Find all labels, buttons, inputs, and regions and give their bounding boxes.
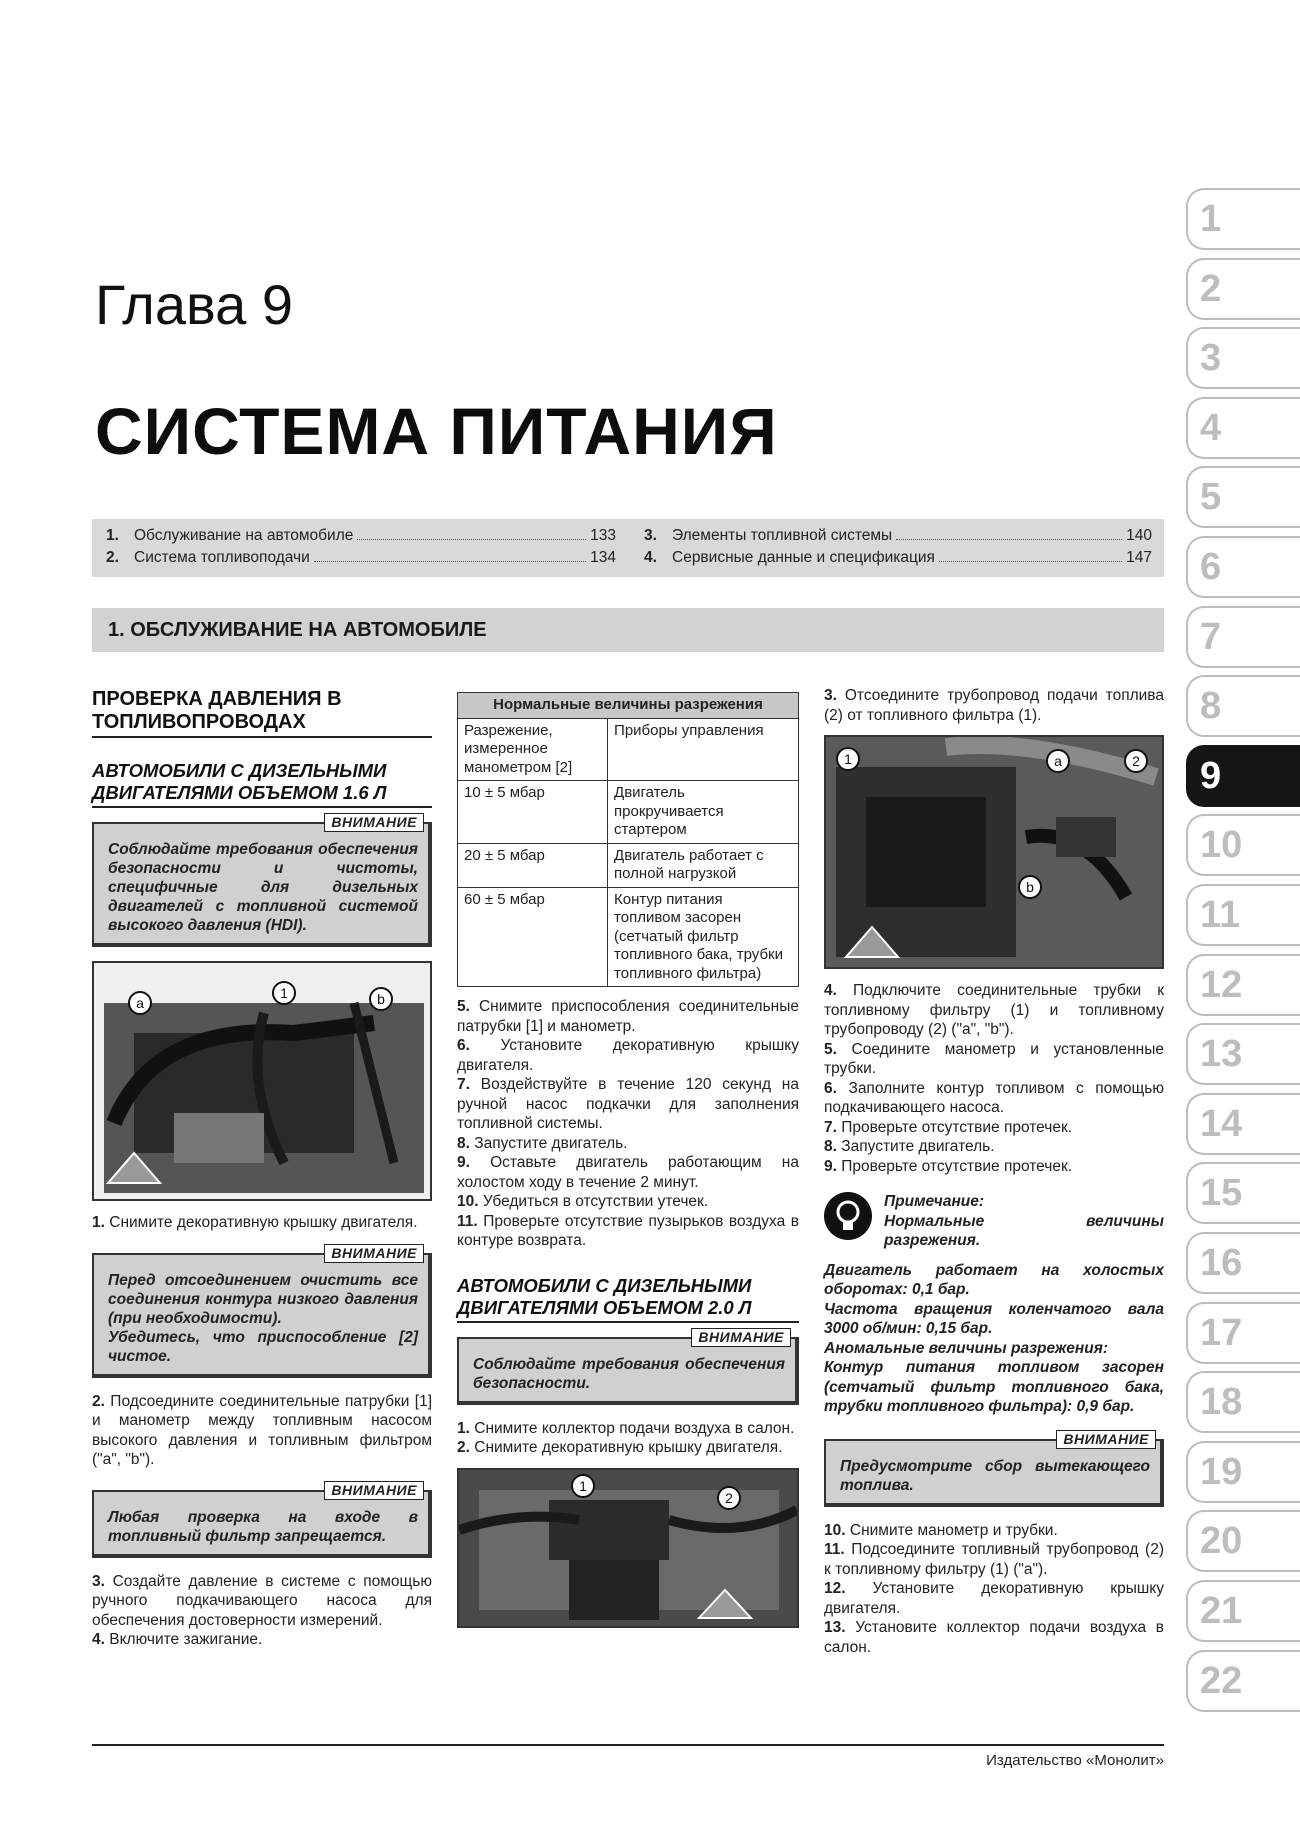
engine-illustration <box>94 963 430 1199</box>
chapter-tab-4[interactable]: 4 <box>1186 397 1300 459</box>
step: 10. Снимите манометр и трубки. <box>824 1521 1058 1539</box>
step: 6. Установите декоративную крышку двигателя. <box>457 1037 799 1074</box>
column-3 <box>824 686 1164 1657</box>
engine-photo <box>92 961 432 1201</box>
chapter-tab-6[interactable]: 6 <box>1186 536 1300 598</box>
figure-label: b <box>1026 879 1034 895</box>
warning-tag: ВНИМАНИЕ <box>691 1328 791 1347</box>
toc-page: 147 <box>1126 549 1152 566</box>
figure-label: a <box>136 995 144 1011</box>
figure-label: 1 <box>280 985 288 1001</box>
step: 3. Отсоедините трубопровод подачи топлива (2) от топливного фильтра (1). <box>824 687 1164 724</box>
engine-illustration <box>459 1470 797 1626</box>
chapter-label: Глава 9 <box>95 273 293 336</box>
toc-title: Система топливоподачи <box>134 549 310 566</box>
toc-item[interactable]: 3. Элементы топливной системы 140 <box>644 527 1152 544</box>
step: 8. Запустите двигатель. <box>457 1134 628 1152</box>
step: 6. Заполните контур топливом с помощью подкачивающего насоса. <box>824 1079 1165 1116</box>
note-line: Двигатель работает на холостых оборотах: 0,1 бар. <box>824 1261 1164 1298</box>
warning-tag: ВНИМАНИЕ <box>324 1244 424 1263</box>
toc-item[interactable]: 1. Обслуживание на автомобиле 133 <box>106 527 616 544</box>
step: 10. Убедиться в отсутствии утечек. <box>457 1193 709 1210</box>
publisher-credit: Издательство «Монолит» <box>986 1752 1164 1769</box>
table-row: 10 ± 5 мбар Двигатель прокручивается стартером <box>458 781 799 844</box>
chapter-tab-5[interactable]: 5 <box>1186 466 1300 528</box>
warning-box <box>824 1430 1164 1507</box>
lightbulb-icon <box>824 1192 872 1240</box>
engine-photo <box>824 735 1164 969</box>
vacuum-table <box>457 692 799 987</box>
chapter-tab-7[interactable]: 7 <box>1186 606 1300 668</box>
step: 11. Подсоедините топливный трубопровод (2) к топливному фильтру (1) ("a"). <box>824 1541 1164 1578</box>
step: 4. Подключите соединительные трубки к топливному фильтру (1) и топливному трубопроводу (2) ("a", "b"). <box>824 982 1164 1038</box>
warning-tag: ВНИМАНИЕ <box>324 1481 424 1500</box>
chapter-tab-11[interactable]: 11 <box>1186 884 1300 946</box>
note-line: Нормальные величины разрежения. <box>884 1212 1164 1249</box>
engine-photo <box>457 1468 799 1628</box>
chapter-tab-10[interactable]: 10 <box>1186 814 1300 876</box>
note-line: Частота вращения коленчатого вала 3000 об/мин: 0,15 бар. <box>824 1300 1164 1337</box>
toc-page: 134 <box>590 549 616 566</box>
subsection-heading: АВТОМОБИЛИ С ДИЗЕЛЬНЫМИ ДВИГАТЕЛЯМИ ОБЪЕМОМ 1.6 Л <box>92 760 432 808</box>
warning-text: Соблюдайте требования обеспечения безопасности. <box>473 1355 785 1392</box>
chapter-tab-14[interactable]: 14 <box>1186 1093 1300 1155</box>
warning-box <box>92 1244 432 1378</box>
step: 13. Установите коллектор подачи воздуха в салон. <box>824 1619 1164 1656</box>
step: 5. Снимите приспособления соединительные патрубки [1] и манометр. <box>457 998 799 1035</box>
table-of-contents <box>92 519 1164 577</box>
step: 5. Соедините манометр и установленные трубки. <box>824 1040 1164 1077</box>
note-line: Контур питания топливом засорен (сетчатый фильтр топливного бака, трубки топливного фильтра): 0,9 бар. <box>824 1359 1164 1415</box>
toc-page: 133 <box>590 527 616 544</box>
toc-title: Обслуживание на автомобиле <box>134 527 354 544</box>
step: 4. Включите зажигание. <box>92 1631 263 1648</box>
chapter-tab-19[interactable]: 19 <box>1186 1441 1300 1503</box>
chapter-tab-2[interactable]: 2 <box>1186 258 1300 320</box>
step: 2. Снимите декоративную крышку двигателя. <box>457 1439 783 1456</box>
step: 8. Запустите двигатель. <box>824 1138 995 1155</box>
warning-box <box>92 814 432 947</box>
chapter-tab-16[interactable]: 16 <box>1186 1232 1300 1294</box>
note-block <box>824 1192 1164 1251</box>
table-row: Разрежение, измеренное манометром [2] Приборы управления <box>458 718 799 781</box>
chapter-tab-18[interactable]: 18 <box>1186 1371 1300 1433</box>
chapter-tab-20[interactable]: 20 <box>1186 1510 1300 1572</box>
chapter-title: СИСТЕМА ПИТАНИЯ <box>95 394 778 468</box>
chapter-tab-21[interactable]: 21 <box>1186 1580 1300 1642</box>
figure-label: 2 <box>725 1489 733 1506</box>
table-row: 60 ± 5 мбар Контур питания топливом засорен (сетчатый фильтр топливного бака, трубки топливного фильтра) <box>458 887 799 987</box>
note-line: Аномальные величины разрежения: <box>824 1339 1109 1357</box>
warning-tag: ВНИМАНИЕ <box>324 813 424 832</box>
step: 2. Подсоедините соединительные патрубки [1] и манометр между топливным насосом высокого давления и топливным фильтром ("a", "b"). <box>92 1392 432 1468</box>
column-1 <box>92 680 432 1650</box>
warning-text: Предусмотрите сбор вытекающего топлива. <box>840 1457 1150 1494</box>
toc-title: Сервисные данные и спецификация <box>672 549 935 566</box>
warning-text: Перед отсоединением очистить все соединения контура низкого давления (при необходимости). <box>108 1271 418 1327</box>
chapter-tab-13[interactable]: 13 <box>1186 1023 1300 1085</box>
chapter-tab-15[interactable]: 15 <box>1186 1162 1300 1224</box>
chapter-tab-12[interactable]: 12 <box>1186 954 1300 1016</box>
step: 12. Установите декоративную крышку двигателя. <box>824 1580 1164 1617</box>
toc-page: 140 <box>1126 527 1152 544</box>
figure-label: 1 <box>844 751 852 767</box>
footer-divider <box>92 1744 1164 1746</box>
step: 7. Воздействуйте в течение 120 секунд на ручной насос подкачки для заполнения топливной системы. <box>457 1076 799 1132</box>
table-title: Нормальные величины разрежения <box>458 693 799 719</box>
chapter-tab-22[interactable]: 22 <box>1186 1650 1300 1712</box>
chapter-tab-9[interactable]: 9 <box>1186 745 1300 807</box>
chapter-tab-1[interactable]: 1 <box>1186 188 1300 250</box>
figure-label: a <box>1054 753 1062 769</box>
chapter-tab-8[interactable]: 8 <box>1186 675 1300 737</box>
warning-text: Соблюдайте требования обеспечения безопасности и чистоты, специфичные для дизельных двигателей с топливной системой высокого давления (HDI). <box>108 841 418 934</box>
step: 3. Создайте давление в системе с помощью ручного подкачивающего насоса для обеспечения достоверности измерений. <box>92 1572 432 1629</box>
subsection-heading: АВТОМОБИЛИ С ДИЗЕЛЬНЫМИ ДВИГАТЕЛЯМИ ОБЪЕМОМ 2.0 Л <box>457 1275 799 1323</box>
step: 7. Проверьте отсутствие протечек. <box>824 1118 1073 1136</box>
section-header <box>92 608 1164 652</box>
step: 9. Оставьте двигатель работающим на холостом ходу в течение 2 минут. <box>457 1154 799 1191</box>
warning-text: Убедитесь, что приспособление [2] чистое. <box>108 1328 418 1365</box>
chapter-tab-17[interactable]: 17 <box>1186 1302 1300 1364</box>
procedure-heading: ПРОВЕРКА ДАВЛЕНИЯ В ТОПЛИВОПРОВОДАХ <box>92 688 432 738</box>
warning-text: Любая проверка на входе в топливный фильтр запрещается. <box>108 1508 418 1545</box>
warning-tag: ВНИМАНИЕ <box>1056 1430 1156 1449</box>
note-title: Примечание: <box>884 1193 985 1210</box>
step: 1. Снимите коллектор подачи воздуха в салон. <box>457 1419 795 1437</box>
column-2 <box>457 692 799 1640</box>
figure-label: 1 <box>579 1477 587 1494</box>
warning-box <box>92 1481 432 1558</box>
step: 1. Снимите декоративную крышку двигателя. <box>92 1214 418 1231</box>
step: 9. Проверьте отсутствие протечек. <box>824 1157 1073 1175</box>
step: 11. Проверьте отсутствие пузырьков воздуха в контуре возврата. <box>457 1212 799 1249</box>
warning-box <box>457 1328 799 1405</box>
toc-item[interactable]: 4. Сервисные данные и спецификация 147 <box>644 549 1152 566</box>
toc-item[interactable]: 2. Система топливоподачи 134 <box>106 549 616 566</box>
figure-label: 2 <box>1132 753 1140 769</box>
table-row: 20 ± 5 мбар Двигатель работает с полной нагрузкой <box>458 843 799 887</box>
chapter-tab-3[interactable]: 3 <box>1186 327 1300 389</box>
toc-title: Элементы топливной системы <box>672 527 893 544</box>
figure-label: b <box>377 991 385 1007</box>
section-title: 1. ОБСЛУЖИВАНИЕ НА АВТОМОБИЛЕ <box>108 619 487 641</box>
engine-illustration <box>826 737 1162 967</box>
